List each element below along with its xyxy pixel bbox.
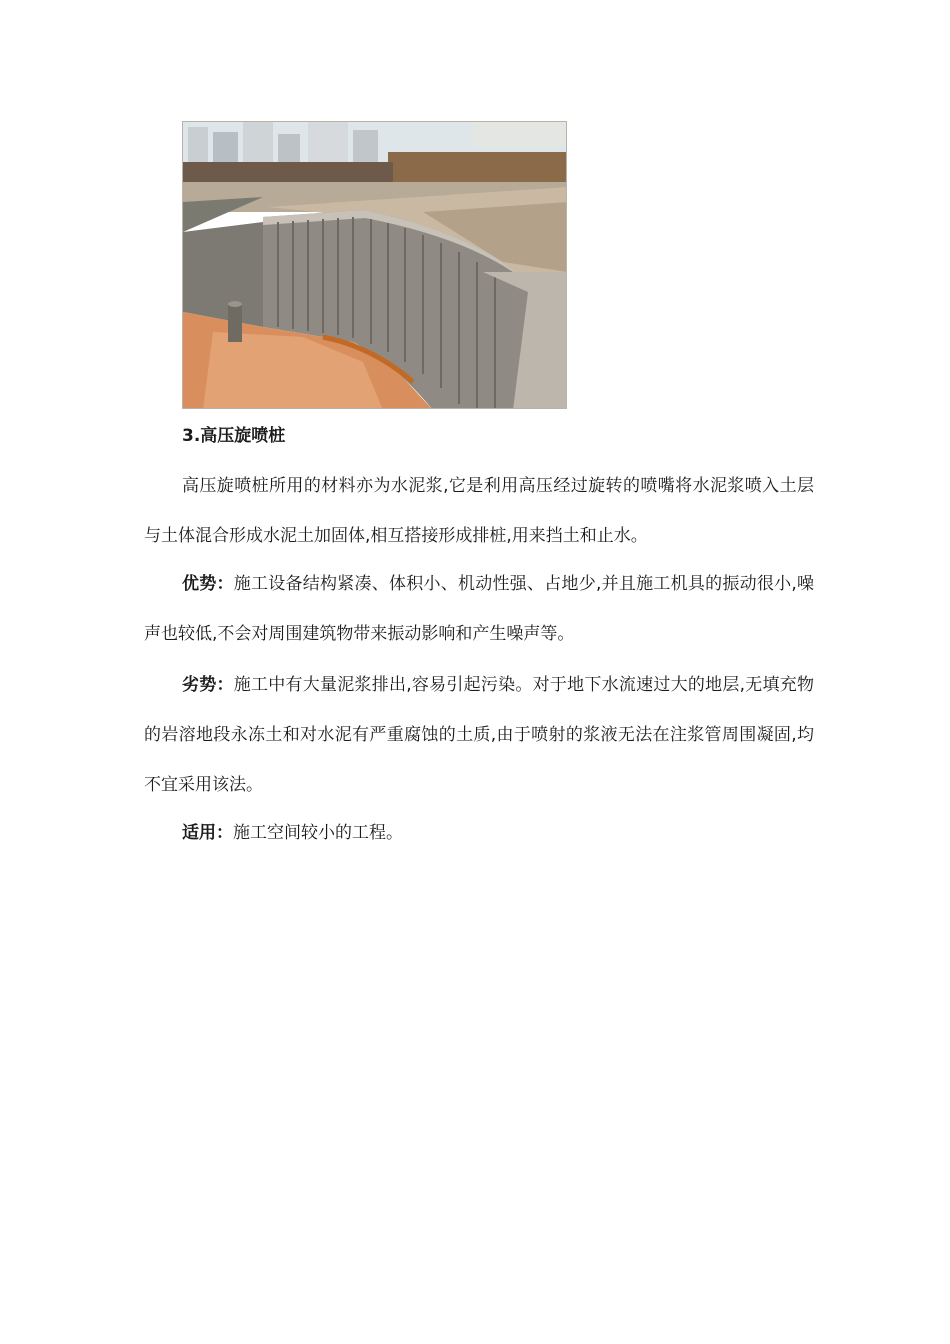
intro-text: 高压旋喷桩所用的材料亦为水泥浆,它是利用高压经过旋转的喷嘴将水泥浆喷入土层与土体混合形成水泥土加固体,相互搭接形成排桩,用来挡土和止水。	[144, 476, 814, 546]
disadvantage-paragraph	[144, 660, 814, 810]
applicable-text: 施工空间较小的工程。	[233, 823, 403, 843]
construction-site-illustration	[183, 122, 567, 409]
construction-site-photo	[182, 121, 567, 409]
section-heading: 3.高压旋喷桩	[182, 426, 286, 446]
disadvantage-label: 劣势：	[182, 675, 234, 695]
advantage-text: 施工设备结构紧凑、体积小、机动性强、占地少,并且施工机具的振动很小,噪声也较低,不会对周围建筑物带来振动影响和产生噪声等。	[144, 574, 814, 644]
applicable-label: 适用：	[182, 823, 233, 843]
disadvantage-text: 施工中有大量泥浆排出,容易引起污染。对于地下水流速过大的地层,无填充物的岩溶地段永冻土和对水泥有严重腐蚀的土质,由于喷射的浆液无法在注浆管周围凝固,均不宜采用该法。	[144, 675, 814, 795]
intro-paragraph	[144, 461, 814, 561]
applicable-paragraph	[144, 808, 814, 858]
advantage-label: 优势：	[182, 574, 234, 594]
advantage-paragraph	[144, 559, 814, 659]
